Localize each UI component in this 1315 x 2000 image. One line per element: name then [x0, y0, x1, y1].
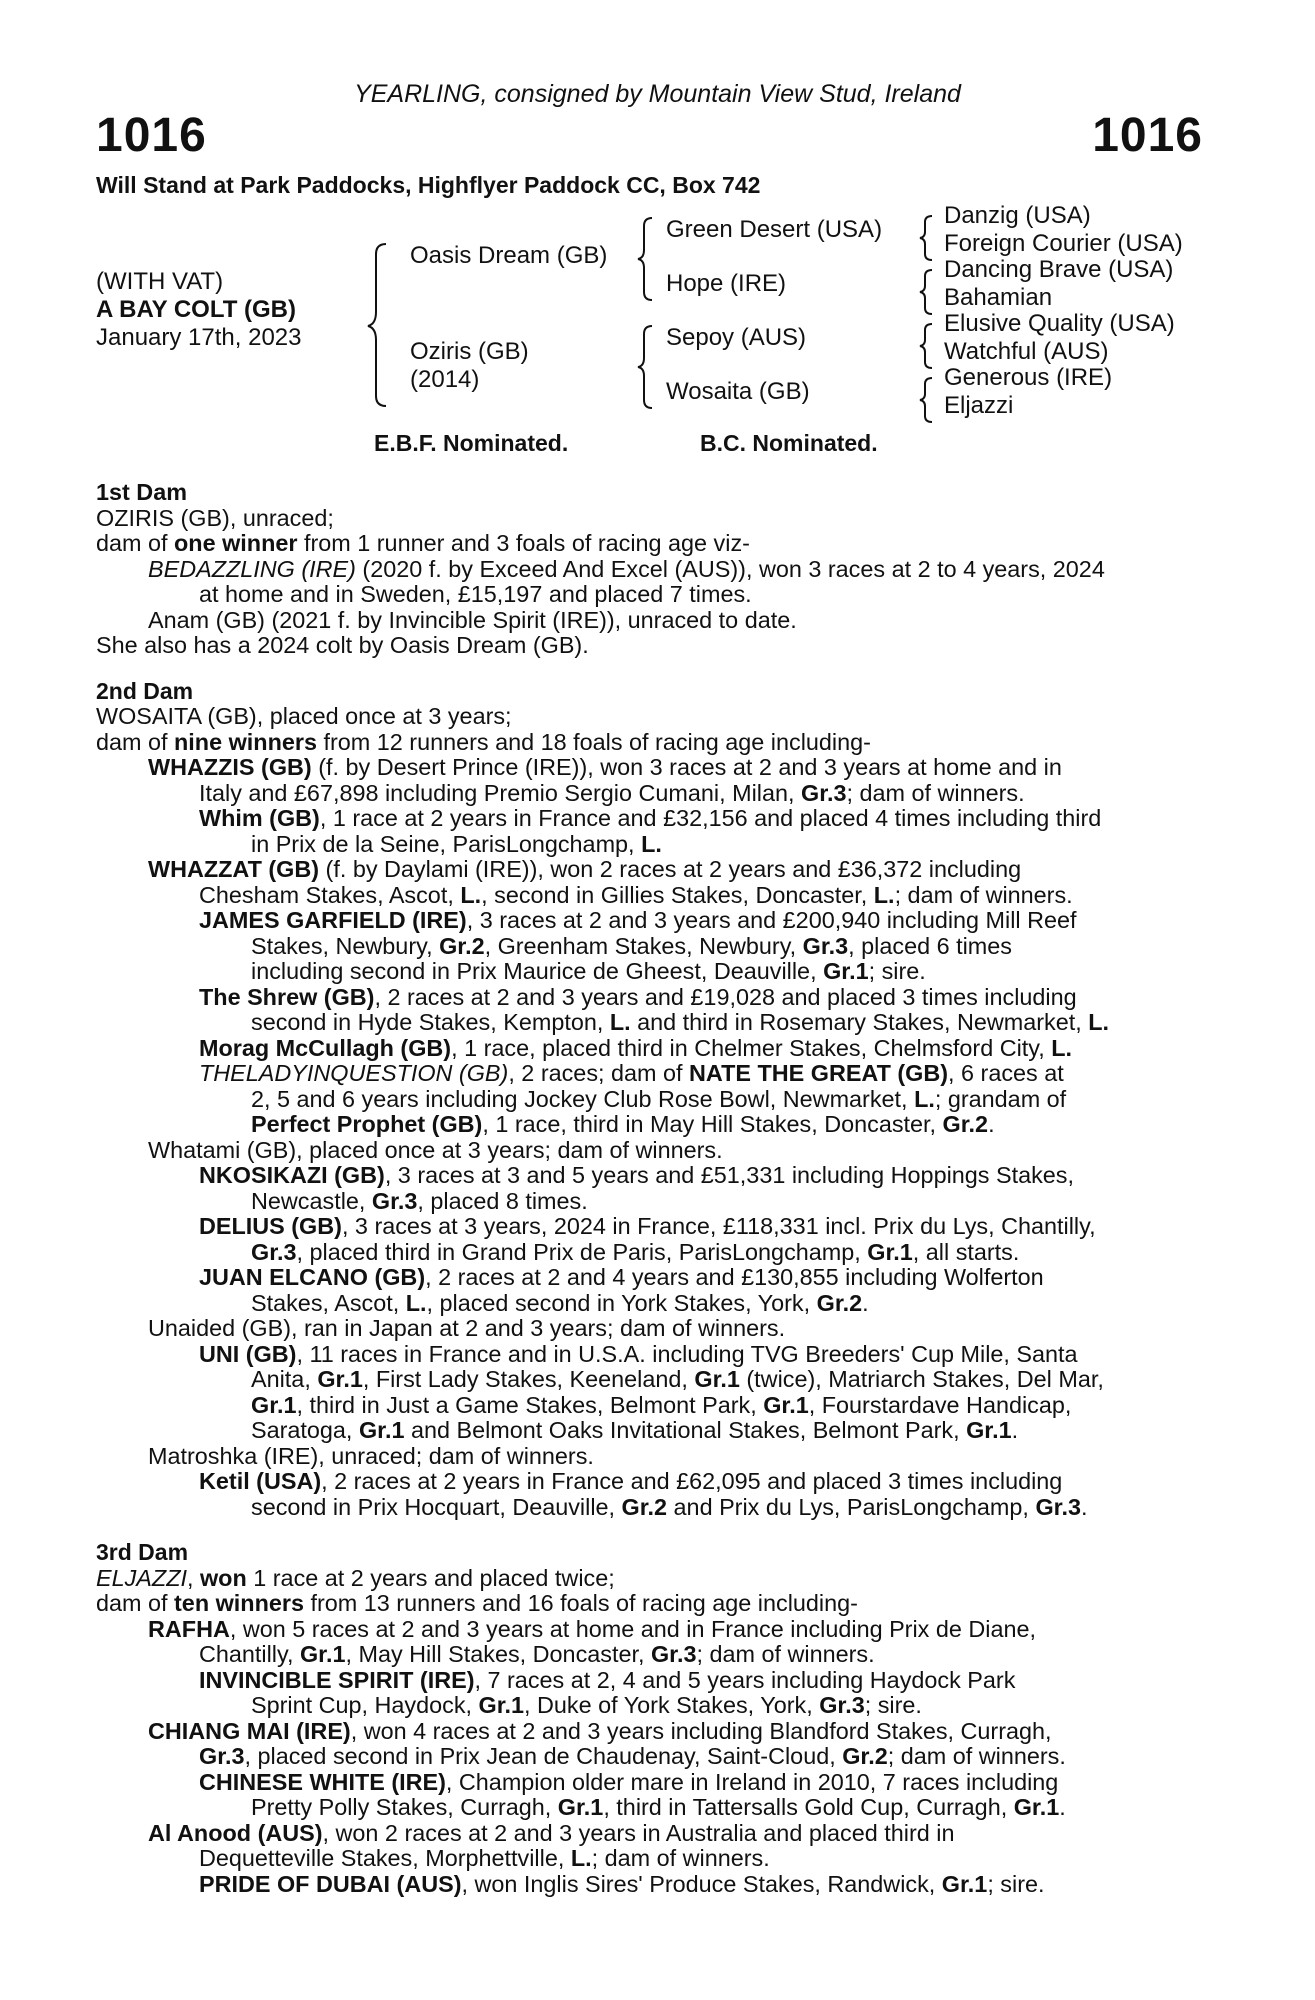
dam-sire: Sepoy (AUS) — [666, 324, 807, 351]
produce-entry: THELADYINQUESTION (GB), 2 races; dam of NATE THE GREAT (GB), 6 races at — [199, 1060, 1064, 1086]
produce-summary: dam of one winner from 1 runner and 3 foals of racing age viz- — [96, 530, 750, 556]
produce-entry-cont: at home and in Sweden, £15,197 and placed 7 times. — [199, 581, 752, 607]
sire-dam: Hope (IRE) — [666, 270, 787, 297]
produce-entry-cont: Stakes, Newbury, Gr.2, Greenham Stakes, Newbury, Gr.3, placed 6 times — [251, 932, 1012, 959]
section-title: 3rd Dam — [96, 1539, 189, 1565]
produce-entry: Whim (GB), 1 race at 2 years in France and £32,156 and placed 4 times including third — [199, 805, 1102, 831]
produce-entry: WHAZZIS (GB) (f. by Desert Prince (IRE)), won 3 races at 2 and 3 years at home and in — [148, 754, 1062, 780]
dam-dam: Wosaita (GB) — [666, 378, 810, 405]
produce-entry: Ketil (USA), 2 races at 2 years in France and £62,095 and placed 3 times including — [199, 1468, 1063, 1494]
produce-entry: WHAZZAT (GB) (f. by Daylami (IRE)), won 2 races at 2 years and £36,372 including — [148, 856, 1022, 882]
gen3-6: Watchful (AUS) — [944, 338, 1109, 365]
dam-sections — [96, 480, 1201, 1897]
produce-entry-cont: Chesham Stakes, Ascot, L., second in Gillies Stakes, Doncaster, L.; dam of winners. — [199, 881, 1073, 908]
produce-entry: BEDAZZLING (IRE) (2020 f. by Exceed And Excel (AUS)), won 3 races at 2 to 4 years, 2024 — [148, 555, 1105, 582]
produce-entry: CHINESE WHITE (IRE), Champion older mare in Ireland in 2010, 7 races including — [199, 1768, 1059, 1795]
gen3-3: Dancing Brave (USA) — [944, 256, 1174, 283]
produce-note: She also has a 2024 colt by Oasis Dream (GB). — [96, 632, 589, 658]
produce-entry-cont: Perfect Prophet (GB), 1 race, third in May Hill Stakes, Doncaster, Gr.2. — [251, 1111, 995, 1137]
produce-entry: Whatami (GB), placed once at 3 years; dam of winners. — [148, 1136, 723, 1163]
produce-entry-cont: 2, 5 and 6 years including Jockey Club Rose Bowl, Newmarket, L.; grandam of — [251, 1085, 1067, 1112]
dam-line: ELJAZZI, won 1 race at 2 years and placed twice; — [96, 1564, 615, 1591]
pedigree-brace-main — [366, 240, 396, 410]
dam-name: Oziris (GB) — [410, 338, 529, 365]
dam-year: (2014) — [410, 366, 480, 393]
produce-entry: CHIANG MAI (IRE), won 4 races at 2 and 3 years including Blandford Stakes, Curragh, — [148, 1717, 1052, 1744]
produce-entry: PRIDE OF DUBAI (AUS), won Inglis Sires' Produce Stakes, Randwick, Gr.1; sire. — [199, 1870, 1045, 1897]
bc-nominated: B.C. Nominated. — [700, 430, 878, 456]
third-dam-section — [96, 1540, 1201, 1897]
section-title: 1st Dam — [96, 479, 188, 505]
gen3-2: Foreign Courier (USA) — [944, 230, 1183, 257]
lot-number-right: 1016 — [1092, 109, 1203, 162]
produce-entry-cont: Sprint Cup, Haydock, Gr.1, Duke of York Stakes, York, Gr.3; sire. — [251, 1692, 922, 1718]
produce-entry-cont: Dequetteville Stakes, Morphettville, L.; dam of winners. — [199, 1845, 770, 1871]
produce-entry: Anam (GB) (2021 f. by Invincible Spirit (IRE)), unraced to date. — [148, 606, 797, 633]
pedigree-brace-sire — [636, 214, 658, 304]
gen3-8: Eljazzi — [944, 392, 1014, 419]
dam-line: WOSAITA (GB), placed once at 3 years; — [96, 703, 512, 729]
horse-name: A BAY COLT (GB) — [96, 296, 297, 323]
ebf-nominated: E.B.F. Nominated. — [374, 430, 569, 456]
foaling-date: January 17th, 2023 — [96, 324, 302, 351]
produce-entry: JUAN ELCANO (GB), 2 races at 2 and 4 years and £130,855 including Wolferton — [199, 1264, 1044, 1290]
produce-entry: The Shrew (GB), 2 races at 2 and 3 years and £19,028 and placed 3 times including — [199, 983, 1077, 1010]
produce-entry-cont: Pretty Polly Stakes, Curragh, Gr.1, third in Tattersalls Gold Cup, Curragh, Gr.1. — [251, 1794, 1066, 1820]
produce-entry-cont: in Prix de la Seine, ParisLongchamp, L. — [251, 830, 662, 857]
section-title: 2nd Dam — [96, 677, 194, 704]
produce-entry-cont: second in Prix Hocquart, Deauville, Gr.2 and Prix du Lys, ParisLongchamp, Gr.3. — [251, 1493, 1088, 1520]
produce-entry-cont: Gr.3, placed second in Prix Jean de Chaudenay, Saint-Cloud, Gr.2; dam of winners. — [199, 1743, 1066, 1769]
produce-entry-cont: Anita, Gr.1, First Lady Stakes, Keeneland, Gr.1 (twice), Matriarch Stakes, Del Mar, — [251, 1366, 1104, 1392]
gen3-1: Danzig (USA) — [944, 202, 1091, 229]
produce-entry: UNI (GB), 11 races in France and in U.S.A. including TVG Breeders' Cup Mile, Santa — [199, 1340, 1078, 1367]
produce-entry: DELIUS (GB), 3 races at 3 years, 2024 in France, £118,331 incl. Prix du Lys, Chantilly, — [199, 1213, 1096, 1239]
produce-entry-cont: Gr.1, third in Just a Game Stakes, Belmont Park, Gr.1, Fourstardave Handicap, — [251, 1391, 1072, 1418]
consignment-line: YEARLING, consigned by Mountain View Stud, Ireland — [354, 80, 961, 108]
produce-entry-cont: Chantilly, Gr.1, May Hill Stakes, Doncaster, Gr.3; dam of winners. — [199, 1641, 875, 1667]
gen3-4: Bahamian — [944, 284, 1053, 311]
produce-entry-cont: Italy and £67,898 including Premio Sergio Cumani, Milan, Gr.3; dam of winners. — [199, 779, 1025, 806]
sire-name: Oasis Dream (GB) — [410, 242, 608, 269]
produce-entry: Matroshka (IRE), unraced; dam of winners. — [148, 1442, 594, 1469]
produce-entry: Morag McCullagh (GB), 1 race, placed third in Chelmer Stakes, Chelmsford City, L. — [199, 1034, 1073, 1061]
stand-location: Will Stand at Park Paddocks, Highflyer Paddock CC, Box 742 — [96, 172, 761, 198]
produce-entry-cont: Stakes, Ascot, L., placed second in York Stakes, York, Gr.2. — [251, 1289, 869, 1316]
produce-entry: Unaided (GB), ran in Japan at 2 and 3 years; dam of winners. — [148, 1315, 786, 1341]
vat-note: (WITH VAT) — [96, 268, 224, 295]
pedigree-brace-gen3 — [918, 212, 938, 456]
produce-entry-cont: Newcastle, Gr.3, placed 8 times. — [251, 1187, 588, 1214]
first-dam-section — [96, 480, 1201, 659]
produce-entry: JAMES GARFIELD (IRE), 3 races at 2 and 3 years and £200,940 including Mill Reef — [199, 907, 1077, 933]
gen3-7: Generous (IRE) — [944, 364, 1113, 391]
produce-entry-cont: Gr.3, placed third in Grand Prix de Paris, ParisLongchamp, Gr.1, all starts. — [251, 1238, 1020, 1265]
produce-summary: dam of nine winners from 12 runners and 18 foals of racing age including- — [96, 728, 871, 755]
produce-entry: NKOSIKAZI (GB), 3 races at 3 and 5 years and £51,331 including Hoppings Stakes, — [199, 1162, 1074, 1188]
lot-number-left: 1016 — [96, 109, 207, 162]
produce-summary: dam of ten winners from 13 runners and 16 foals of racing age including- — [96, 1590, 858, 1616]
produce-entry: RAFHA, won 5 races at 2 and 3 years at home and in France including Prix de Diane, — [148, 1615, 1036, 1642]
produce-entry: Al Anood (AUS), won 2 races at 2 and 3 years in Australia and placed third in — [148, 1819, 955, 1846]
produce-entry-cont: including second in Prix Maurice de Gheest, Deauville, Gr.1; sire. — [251, 958, 926, 984]
pedigree-brace-dam — [636, 322, 658, 412]
produce-entry-cont: Saratoga, Gr.1 and Belmont Oaks Invitational Stakes, Belmont Park, Gr.1. — [251, 1417, 1019, 1443]
gen3-5: Elusive Quality (USA) — [944, 310, 1175, 337]
dam-line: OZIRIS (GB), unraced; — [96, 504, 334, 531]
produce-entry-cont: second in Hyde Stakes, Kempton, L. and third in Rosemary Stakes, Newmarket, L. — [251, 1009, 1110, 1035]
produce-entry: INVINCIBLE SPIRIT (IRE), 7 races at 2, 4 and 5 years including Haydock Park — [199, 1666, 1016, 1693]
second-dam-section — [96, 679, 1201, 1521]
sire-sire: Green Desert (USA) — [666, 216, 883, 243]
